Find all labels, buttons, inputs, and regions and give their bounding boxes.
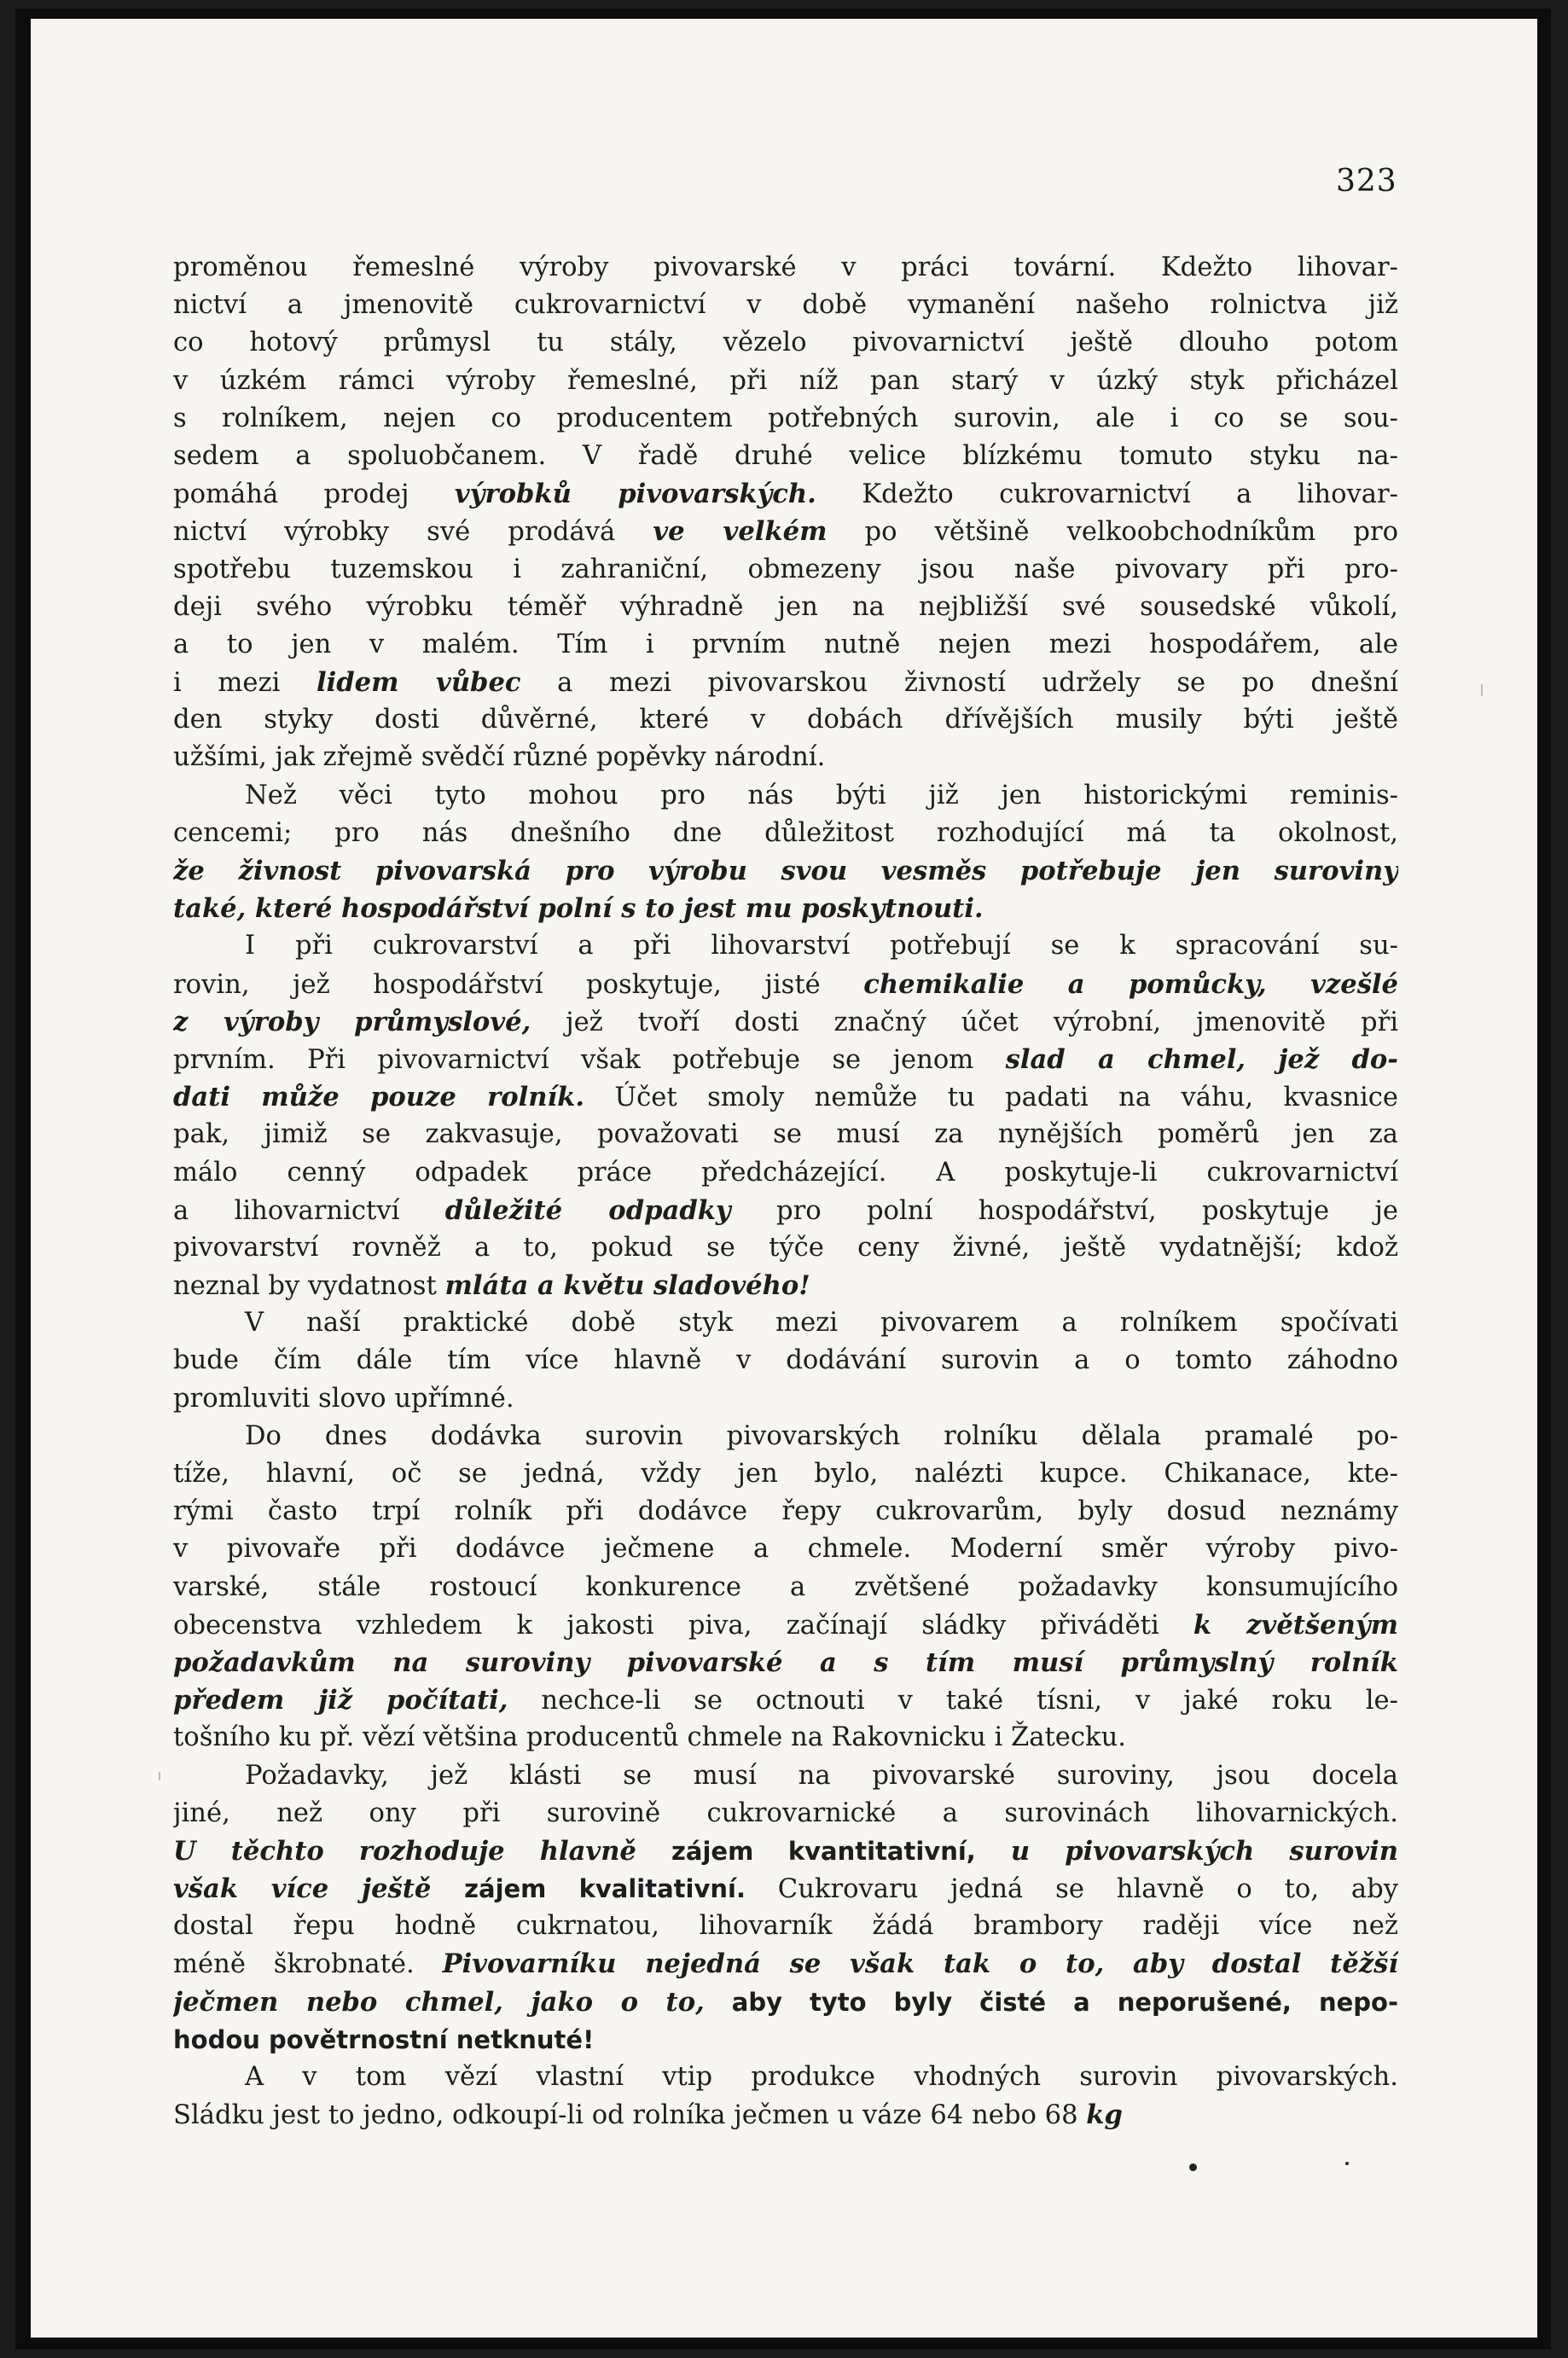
emphasized-text: u pivovarských surovin (975, 1835, 1398, 1867)
text-line (173, 438, 1398, 475)
text-line (173, 890, 1398, 927)
text-line (173, 1757, 1398, 1795)
text-run: co hotový průmysl tu stály, vězelo pivovarnictví ještě dlouho potom (173, 328, 1398, 358)
emphasized-text: důležité odpadky (444, 1194, 731, 1226)
text-line (173, 1192, 1398, 1229)
text-line (173, 1229, 1398, 1267)
emphasized-text: Pivovarníku nejedná se však tak o to, aby dostal těžší (442, 1949, 1398, 1980)
text-run: a lihovarnictví (173, 1195, 445, 1226)
ink-speck (1189, 2163, 1197, 2171)
text-run: dostal řepu hodně cukrnatou, lihovarník žádá brambory raději více než (173, 1911, 1398, 1942)
text-line (173, 2096, 1398, 2134)
bold-sans-text: zájem kvantitativní, (671, 1836, 976, 1866)
paragraph (173, 1418, 1398, 1757)
text-line (173, 701, 1398, 739)
text-run: prvním. Při pivovarnictví však potřebuje se jenom (173, 1044, 1006, 1075)
text-line (173, 1983, 1398, 2021)
text-run: varské, stále rostoucí konkurence a zvětšené požadavky konsumujícího (173, 1571, 1398, 1602)
text-run: pomáhá prodej (173, 479, 455, 510)
paragraph (173, 2059, 1398, 2134)
text-run: Požadavky, jež klásti se musí na pivovarské suroviny, jsou docela (245, 1760, 1398, 1791)
text-run: V naší praktické době styk mezi pivovarem a rolníkem spočívati (245, 1308, 1398, 1339)
text-run: obecenstva vzhledem k jakosti piva, začínají sládky přiváděti (173, 1610, 1193, 1641)
text-line (173, 1719, 1398, 1757)
emphasized-text: z výroby průmyslové, (173, 1006, 531, 1037)
text-line (173, 1795, 1398, 1832)
emphasized-text: ječmen nebo chmel, jako o to, (173, 1986, 705, 2018)
text-run: v úzkém rámci výroby řemeslné, při níž pan starý v úzký styk přicházel (173, 365, 1398, 396)
text-line (173, 1418, 1398, 1455)
text-run: Cukrovaru jedná se hlavně o to, aby (745, 1874, 1398, 1905)
text-line (173, 475, 1398, 513)
text-line (173, 1041, 1398, 1078)
text-run: tíže, hlavní, oč se jedná, vždy jen bylo, nalézti kupce. Chikanace, kte- (173, 1459, 1398, 1489)
text-line (173, 1493, 1398, 1530)
text-line (173, 815, 1398, 852)
emphasized-text: mláta a květu sladového! (444, 1270, 810, 1302)
text-line (173, 664, 1398, 701)
text-run: nechce-li se octnouti v také tísni, v jaké roku le- (508, 1686, 1398, 1716)
text-run: pro polní hospodářství, poskytuje je (730, 1195, 1398, 1226)
text-run: deji svého výrobku téměř výhradně jen na nejbližší své sousedské vůkolí, (173, 591, 1398, 622)
text-line (173, 513, 1398, 550)
emphasized-text: požadavkům na suroviny pivovarské a s tím musí průmyslný rolník (173, 1647, 1398, 1678)
margin-mark (1481, 684, 1483, 696)
text-run: bude čím dále tím více hlavně v dodávání surovin a o tomto záhodno (173, 1345, 1398, 1376)
text-line (173, 1569, 1398, 1606)
text-line (173, 249, 1398, 287)
bold-sans-text: aby tyto byly čisté a neporušené, nepo- (704, 1987, 1398, 2017)
text-line (173, 1003, 1398, 1041)
text-run: spotřebu tuzemskou i zahraniční, obmezeny jsou naše pivovary při pro- (173, 554, 1398, 584)
text-run: Do dnes dodávka surovin pivovarských rolníku dělala pramalé po- (245, 1420, 1398, 1451)
paragraph (173, 1304, 1398, 1418)
paragraph (173, 777, 1398, 928)
text-line (173, 1870, 1398, 1908)
text-line (173, 927, 1398, 965)
emphasized-text: dati může pouze rolník. (173, 1082, 585, 1113)
text-run: Sládku jest to jedno, odkoupí-li od rolníka ječmen u váze 64 nebo 68 (173, 2100, 1087, 2131)
text-line (173, 1116, 1398, 1153)
text-run: po většině velkoobchodníkům pro (827, 517, 1398, 548)
text-run: I při cukrovarství a při lihovarství potřebují se k spracování su- (245, 931, 1398, 961)
text-run: rovin, jež hospodářství poskytuje, jisté (173, 969, 864, 1000)
text-run: i mezi (173, 668, 317, 699)
text-run: pak, jimiž se zakvasuje, považovati se musí za nynějších poměrů jen za (173, 1119, 1398, 1150)
text-line (173, 852, 1398, 890)
bold-sans-text: zájem kvalitativní. (464, 1874, 746, 1904)
text-line (173, 363, 1398, 400)
emphasized-text: U těchto rozhoduje hlavně (173, 1835, 672, 1867)
text-run: jiné, než ony při surovině cukrovarnické a surovinách lihovarnických. (173, 1798, 1398, 1828)
text-line (173, 2059, 1398, 2096)
text-line (173, 1908, 1398, 1945)
text-line (173, 1304, 1398, 1342)
text-line (173, 1644, 1398, 1681)
text-line (173, 1681, 1398, 1719)
text-line (173, 966, 1398, 1003)
text-run: nictví a jmenovitě cukrovarnictví v době vymanění našeho rolnictva již (173, 290, 1398, 321)
text-run: nictví výrobky své prodává (173, 517, 653, 548)
emphasized-text: také, které hospodářství polní s to jest mu poskytnouti. (173, 893, 984, 925)
emphasized-text: že živnost pivovarská pro výrobu svou vesměs potřebuje jen suroviny (173, 856, 1398, 886)
text-run: sedem a spoluobčanem. V řadě druhé velice blízkému tomuto styku na- (173, 440, 1398, 471)
text-line (173, 400, 1398, 438)
text-run: Účet smoly nemůže tu padati na váhu, kvasnice (584, 1083, 1398, 1113)
text-run: rými často trpí rolník při dodávce řepy cukrovarům, byly dosud neznámy (173, 1496, 1398, 1527)
text-line (173, 1832, 1398, 1870)
text-run: den styky dosti důvěrné, které v dobách dřívějších musily býti ještě (173, 705, 1398, 735)
body-text (173, 249, 1398, 2134)
emphasized-text: chemikalie a pomůcky, vzešlé (863, 968, 1398, 1000)
text-run: promluviti slovo upřímné. (173, 1383, 514, 1414)
ink-speck (1345, 2162, 1349, 2165)
text-run: proměnou řemeslné výroby pivovarské v práci tovární. Kdežto lihovar- (173, 253, 1398, 282)
emphasized-text: předem již počítati, (173, 1685, 508, 1716)
text-line (173, 1606, 1398, 1644)
text-line (173, 287, 1398, 324)
text-run: a to jen v malém. Tím i prvním nutně nejen mezi hospodářem, ale (173, 629, 1398, 659)
text-run: a mezi pivovarskou živností udržely se po dnešní (520, 668, 1398, 699)
text-run: méně škrobnaté. (173, 1949, 443, 1980)
text-line (173, 777, 1398, 815)
text-run: A v tom vězí vlastní vtip produkce vhodných surovin pivovarských. (245, 2062, 1398, 2092)
text-run: užšími, jak zřejmě svědčí různé popěvky národní. (173, 742, 826, 773)
bold-sans-text: hodou povětrnostní netknuté! (173, 2024, 595, 2054)
text-run: jež tvoří dosti značný účet výrobní, jmenovitě při (531, 1007, 1398, 1037)
text-line (173, 1078, 1398, 1116)
text-run: Kdežto cukrovarnictví a lihovar- (816, 479, 1398, 510)
text-line (173, 2021, 1398, 2059)
text-run: neznal by vydatnost (173, 1271, 445, 1302)
paragraph (173, 927, 1398, 1304)
margin-mark (159, 1772, 160, 1780)
emphasized-text: však více ještě (173, 1873, 465, 1905)
page-number: 323 (1336, 164, 1397, 199)
emphasized-text: ve velkém (653, 516, 828, 548)
emphasized-text: slad a chmel, jež do- (1005, 1043, 1398, 1075)
text-run: málo cenný odpadek práce předcházející. A poskytuje-li cukrovarnictví (173, 1157, 1398, 1188)
text-line (173, 1945, 1398, 1983)
emphasized-text: lidem vůbec (317, 667, 521, 699)
text-run: tošního ku př. vězí většina producentů chmele na Rakovnicku i Žatecku. (173, 1722, 1126, 1753)
text-run: pivovarství rovněž a to, pokud se týče ceny živné, ještě vydatnější; kdož (173, 1232, 1398, 1263)
text-run: Než věci tyto mohou pro nás býti již jen historickými reminis- (245, 780, 1398, 810)
text-line (173, 551, 1398, 589)
text-line (173, 1267, 1398, 1304)
text-line (173, 1154, 1398, 1192)
emphasized-text: k zvětšeným (1193, 1609, 1398, 1641)
emphasized-text: výrobků pivovarských. (454, 479, 816, 510)
text-line (173, 1455, 1398, 1493)
paragraph (173, 1757, 1398, 2059)
paragraph (173, 249, 1398, 777)
text-line (173, 739, 1398, 776)
text-line (173, 1380, 1398, 1418)
emphasized-text: kg (1086, 2100, 1123, 2131)
text-run: cencemi; pro nás dnešního dne důležitost rozhodující má ta okolnost, (173, 817, 1398, 848)
text-line (173, 626, 1398, 664)
text-run: s rolníkem, nejen co producentem potřebných surovin, ale i co se sou- (173, 403, 1398, 433)
text-run: v pivovaře při dodávce ječmene a chmele. Moderní směr výroby pivo- (173, 1534, 1398, 1565)
text-line (173, 1530, 1398, 1568)
text-line (173, 589, 1398, 626)
text-line (173, 324, 1398, 362)
book-page (31, 19, 1537, 2338)
text-line (173, 1342, 1398, 1379)
